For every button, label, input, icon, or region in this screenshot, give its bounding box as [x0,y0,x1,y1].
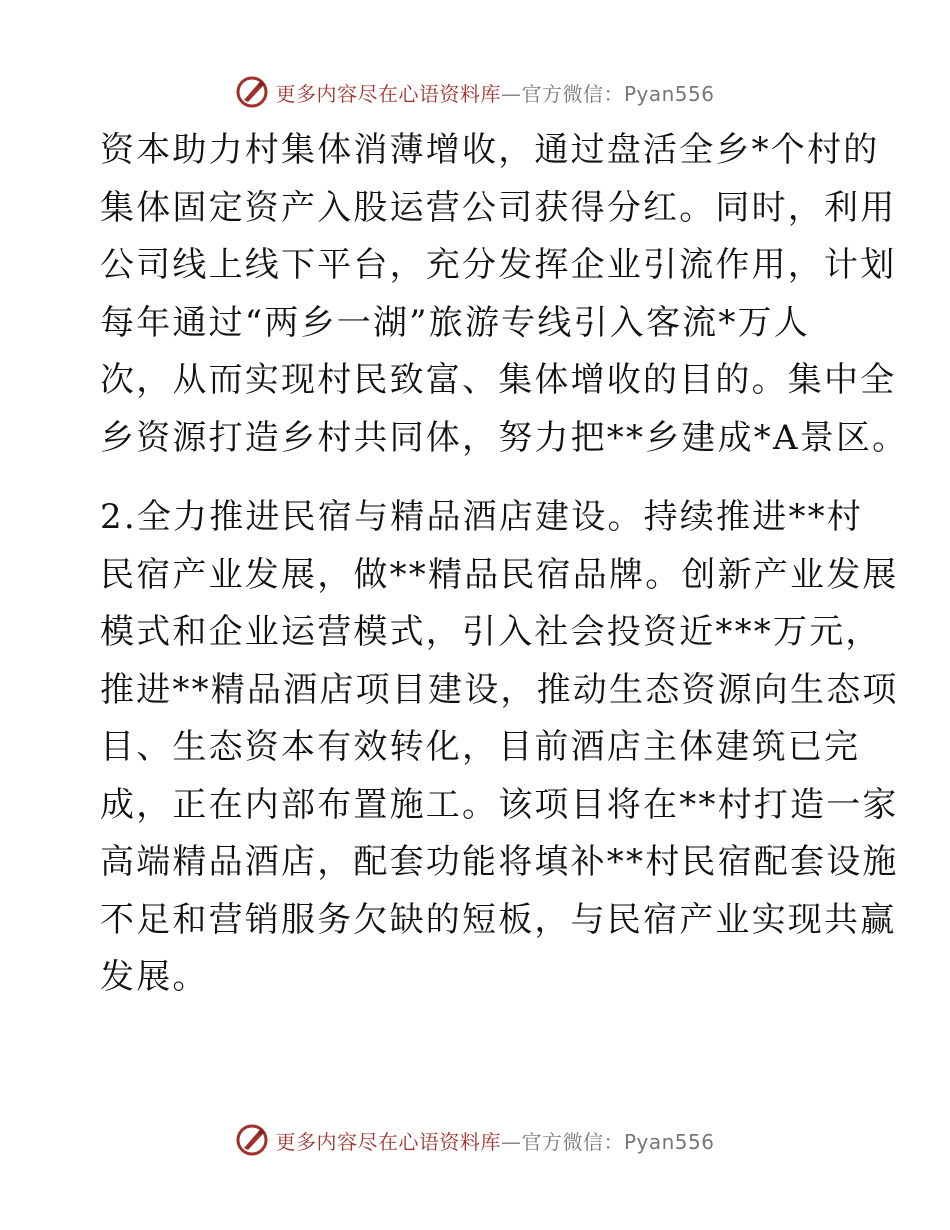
text-line: 推进**精品酒店项目建设，推动生态资源向生态项 [100,669,899,710]
text-line: 公司线上线下平台，充分发挥企业引流作用，计划 [100,245,897,285]
watermark-contact: 官方微信：Pyan556 [521,1129,715,1154]
text-line: 2.全力推进民宿与精品酒店建设。持续推进**村 [100,497,864,537]
watermark-site: 更多内容尽在心语资料库 [275,81,501,106]
watermark-site: 更多内容尽在心语资料库 [275,1129,501,1154]
text-line: 成，正在内部布置施工。该项目将在**村打造一家 [100,784,899,825]
document-body [100,122,909,1007]
text-line: 目、生态资本有效转化，目前酒店主体建筑已完 [100,727,861,767]
text-line: 高端精品酒店，配套功能将填补**村民宿配套设施 [100,842,899,882]
watermark-text [275,78,714,107]
pen-logo-icon [235,1123,269,1157]
text-line: 资本助力村集体消薄增收，通过盘活全乡*个村的 [100,130,880,170]
paragraph-1 [100,122,909,467]
paragraph-2 [100,489,899,1007]
text-line: 模式和企业运营模式，引入社会投资近***万元， [100,612,882,652]
text-line: 乡资源打造乡村共同体，努力把**乡建成*A景区。 [100,417,909,458]
text-line: 发展。 [100,957,209,997]
text-line: 民宿产业发展，做**精品民宿品牌。创新产业发展 [100,554,899,595]
text-line: 每年通过“两乡一湖”旅游专线引入客流*万人 [100,302,810,343]
text-line: 不足和营销服务欠缺的短板，与民宿产业实现共赢 [100,899,897,940]
text-line: 集体固定资产入股运营公司获得分红。同时，利用 [100,187,897,228]
watermark-separator: — [500,81,522,106]
watermark-separator: — [500,1129,522,1154]
header-watermark [0,72,950,112]
pen-logo-icon [235,75,269,109]
text-line: 次，从而实现村民致富、集体增收的目的。集中全 [100,360,897,400]
watermark-contact: 官方微信：Pyan556 [521,81,715,106]
watermark-text [275,1126,714,1155]
footer-watermark [0,1120,950,1160]
